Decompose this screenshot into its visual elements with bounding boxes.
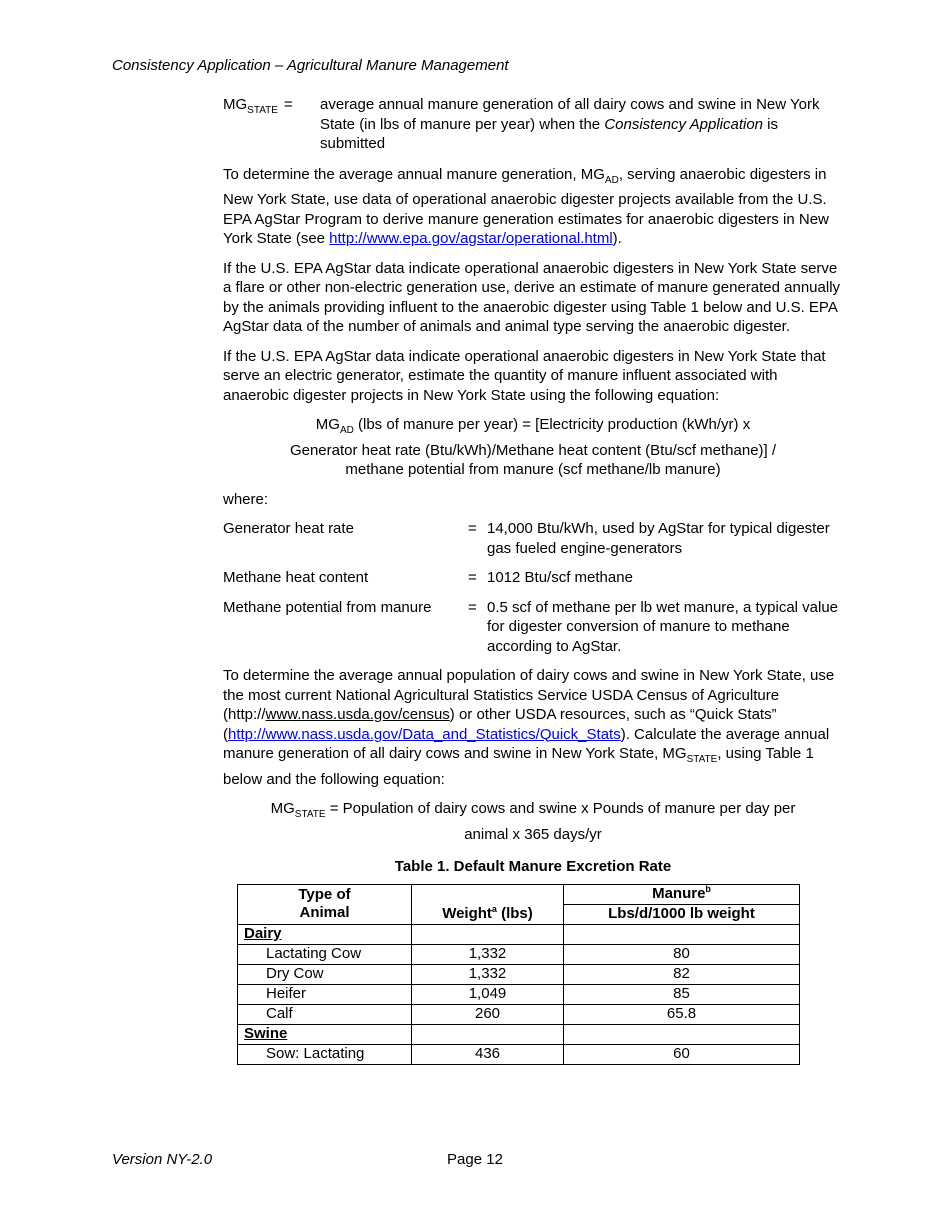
agstar-operational-link[interactable]: http://www.epa.gov/agstar/operational.html	[329, 230, 613, 247]
mg-state-subscript: STATE	[247, 105, 278, 116]
where-term: Methane heat content	[223, 569, 369, 586]
header-text: Weight	[442, 905, 492, 922]
header-text: Manure	[652, 884, 706, 902]
mg-symbol: MG	[270, 800, 295, 817]
consistency-application-italic: Consistency Application	[604, 115, 764, 133]
weight-cell: 1,332	[412, 964, 564, 984]
definition-text-start: average annual manure generation of all dairy cows and swine in New York State (in lbs of manure per year) when the	[320, 96, 820, 133]
animal-cell: Lactating Cow	[238, 944, 412, 964]
weight-cell: 436	[412, 1044, 564, 1064]
header-line: Animal	[299, 904, 350, 921]
footnote-marker-b: b	[705, 883, 711, 894]
column-header-type-of-animal	[238, 884, 412, 924]
version-label: Version NY-2.0	[112, 1151, 213, 1168]
empty-cell	[412, 924, 564, 944]
table-row	[238, 1004, 800, 1024]
header-text: (lbs)	[496, 905, 533, 922]
paragraph-text: ) or other USDA resources, such as “Quick Stats” (	[223, 706, 777, 743]
where-definition: 1012 Btu/scf methane	[487, 569, 633, 586]
table-row	[238, 964, 800, 984]
paragraph-text: , using Table 1 below and the following equation:	[223, 745, 814, 788]
where-item-generator-heat-rate	[223, 519, 843, 558]
equation-line-1	[223, 415, 843, 441]
equals-sign: =	[468, 569, 477, 586]
table-row	[238, 1044, 800, 1064]
where-definition: 0.5 scf of methane per lb wet manure, a typical value for digester conversion of manure to methane according to AgStar.	[487, 598, 839, 655]
manure-cell: 82	[564, 964, 800, 984]
section-label-dairy: Dairy	[244, 924, 282, 942]
nass-census-link[interactable]: www.nass.usda.gov/census	[265, 706, 450, 723]
equation-mg-state	[223, 799, 843, 844]
equation-line-2: animal x 365 days/yr	[464, 825, 602, 843]
where-item-methane-heat-content	[223, 568, 843, 588]
paragraph-generator: If the U.S. EPA AgStar data indicate operational anaerobic digesters in New York State that serve an electric generator, estimate the quantity of manure influent associated with anaerobic digester projects in New York State using the following equation:	[223, 347, 826, 404]
table-header-row-1	[238, 884, 800, 904]
animal-cell: Heifer	[238, 984, 412, 1004]
paragraph-text: , serving anaerobic digesters in New York State, use data of operational anaerobic digester projects available from the U.S. EPA AgStar Program to derive manure generation estimates for anaerobic digesters in New York State (see	[223, 165, 829, 247]
table-row	[238, 984, 800, 1004]
paragraph-text: To determine the average annual population of dairy cows and swine in New York State, use the most current National Agricultural Statistics Service USDA Census of Agriculture (http://	[223, 667, 835, 723]
paragraph-population	[223, 666, 843, 789]
mg-symbol: MG	[315, 416, 340, 433]
document-body	[223, 95, 843, 1065]
manure-cell: 65.8	[564, 1004, 800, 1024]
section-cell	[238, 924, 412, 944]
equation-line-3: methane potential from manure (scf methane/lb manure)	[345, 461, 721, 478]
definition-text-end: is submitted	[320, 115, 779, 152]
mg-state-definition	[223, 95, 843, 154]
quick-stats-link[interactable]: http://www.nass.usda.gov/Data_and_Statistics/Quick_Stats	[228, 725, 621, 743]
weight-cell: 260	[412, 1004, 564, 1024]
equals-sign: =	[468, 520, 477, 537]
where-term: Generator heat rate	[223, 520, 354, 537]
table-section-row	[238, 1024, 800, 1044]
footnote-marker-a: a	[491, 904, 497, 914]
manure-cell: 60	[564, 1044, 800, 1064]
header-line: Type of	[298, 885, 351, 903]
manure-cell: 80	[564, 944, 800, 964]
section-cell	[238, 1024, 412, 1044]
weight-cell: 1,332	[412, 944, 564, 964]
where-term: Methane potential from manure	[223, 598, 432, 616]
header-title: Consistency Application – Agricultural Manure Management	[112, 57, 509, 74]
where-definition: 14,000 Btu/kWh, used by AgStar for typical digester gas fueled engine-generators	[487, 520, 830, 557]
empty-cell	[412, 1024, 564, 1044]
mg-state-term	[223, 95, 320, 154]
table-title: Table 1. Default Manure Excretion Rate	[394, 858, 672, 875]
empty-cell	[564, 924, 800, 944]
equation-line-2: Generator heat rate (Btu/kWh)/Methane heat content (Btu/scf methane)] /	[289, 441, 777, 459]
manure-excretion-table	[237, 884, 800, 1065]
mg-state-subscript: STATE	[686, 754, 718, 765]
equation-line-1	[223, 799, 843, 825]
column-header-manure	[564, 884, 800, 904]
column-header-manure-units: Lbs/d/1000 lb weight	[564, 904, 800, 924]
paragraph-flare: If the U.S. EPA AgStar data indicate operational anaerobic digesters in New York State serve a flare or other non-electric generation use, derive an estimate of manure generated annually by the animals providing influent to the anaerobic digester using Table 1 below and U.S. EPA AgStar data of the number of animals and animal type serving the anaerobic digester.	[223, 259, 841, 335]
manure-cell: 85	[564, 984, 800, 1004]
equals-sign: =	[468, 598, 477, 616]
mg-ad-subscript: AD	[339, 425, 354, 436]
where-item-methane-potential	[223, 598, 843, 657]
equation-mg-ad	[223, 415, 843, 480]
table-row	[238, 944, 800, 964]
paragraph-text: To determine the average annual manure generation, MG	[223, 165, 605, 183]
mg-state-subscript: STATE	[294, 809, 326, 820]
animal-cell: Calf	[238, 1004, 412, 1024]
where-label: where:	[223, 490, 269, 508]
equation-text: (lbs of manure per year) = [Electricity production (kWh/yr) x	[353, 416, 751, 433]
empty-cell	[564, 1024, 800, 1044]
animal-cell: Dry Cow	[238, 964, 412, 984]
paragraph-agstar	[223, 165, 843, 249]
mg-state-symbol: MG	[223, 96, 248, 113]
animal-cell: Sow: Lactating	[238, 1044, 412, 1064]
mg-ad-subscript: AD	[604, 174, 619, 186]
paragraph-text: ).	[612, 230, 622, 247]
equation-text: = Population of dairy cows and swine x Pounds of manure per day per	[325, 800, 796, 817]
equals-sign: =	[283, 96, 293, 113]
table-section-row	[238, 924, 800, 944]
section-label-swine: Swine	[244, 1024, 288, 1042]
paragraph-text: ). Calculate the average annual manure generation of all dairy cows and swine in New York State, MG	[223, 725, 830, 762]
mg-state-definition-text	[320, 95, 843, 154]
weight-cell: 1,049	[412, 984, 564, 1004]
document-header	[112, 56, 509, 76]
document-footer	[0, 1150, 950, 1170]
column-header-weight	[412, 884, 564, 924]
page-number: Page 12	[447, 1151, 503, 1168]
